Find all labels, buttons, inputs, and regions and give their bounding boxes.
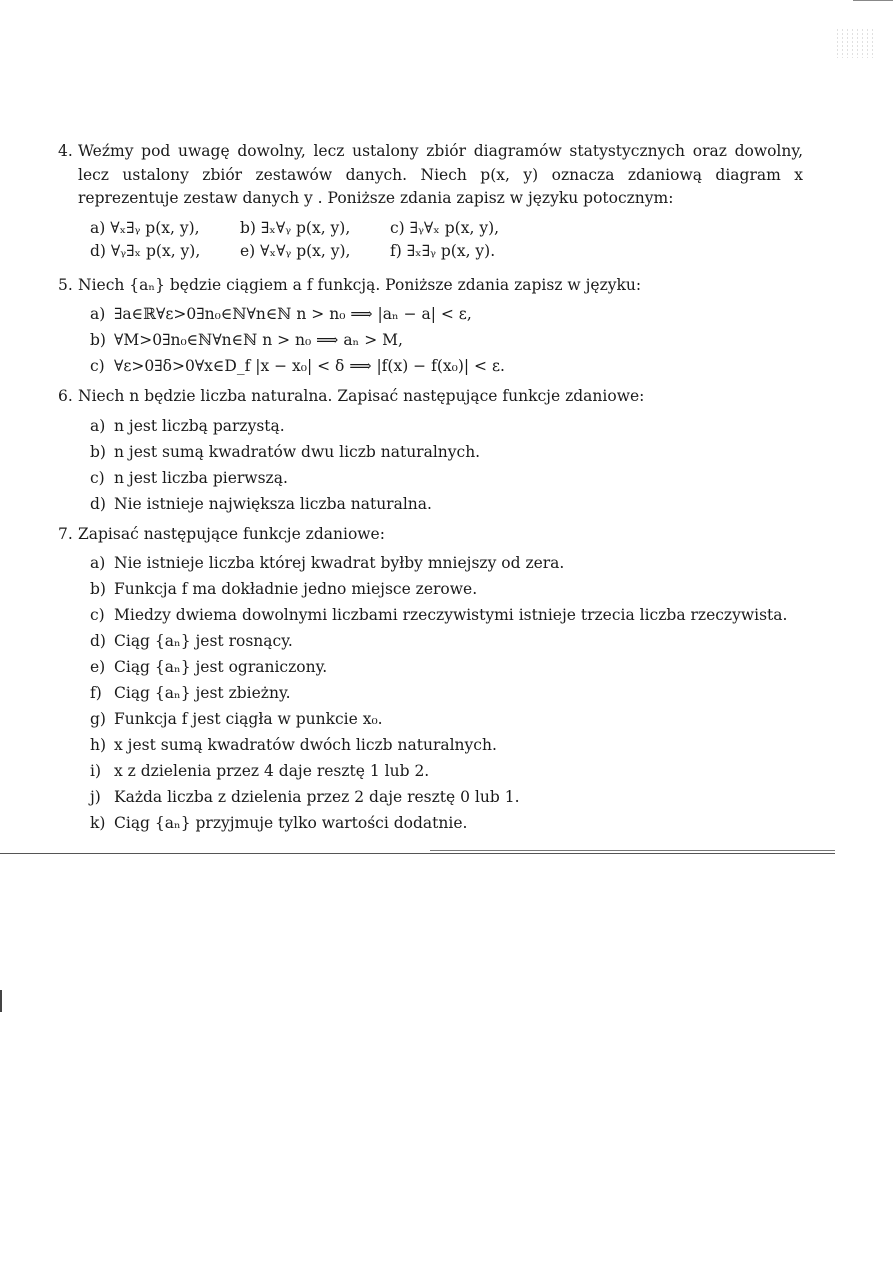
list-item [90,734,803,758]
item-label: f) [90,684,102,702]
list-item [90,303,803,327]
formula-item: f) ∃ₓ∃ᵧ p(x, y). [390,242,496,260]
item-label: i) [90,762,102,780]
item-text: Ciąg {aₙ} jest rosnący. [114,632,293,650]
item-text: ∀ε>0∃δ>0∀x∈D_f |x − x₀| < δ ⟹ |f(x) − f(x₀)| < ε. [114,357,505,375]
item-text: x z dzielenia przez 4 daje resztę 1 lub 2. [114,762,430,780]
formula-grid [90,217,803,264]
item-text: Miedzy dwiema dowolnymi liczbami rzeczywistymi istnieje trzecia liczba rzeczywista. [114,606,788,624]
list-item [90,812,803,836]
item-text: Funkcja f ma dokładnie jedno miejsce zerowe. [114,580,478,598]
list-item [90,760,803,784]
item-label: j) [90,788,101,806]
item-text: x jest sumą kwadratów dwóch liczb naturalnych. [114,736,497,754]
item-text: Każda liczba z dzielenia przez 2 daje resztę 0 lub 1. [114,788,520,806]
formula-item: e) ∀ₓ∀ᵧ p(x, y), [240,242,351,260]
cut-line [430,850,835,851]
item-label: g) [90,710,106,728]
problem-4 [58,140,803,270]
item-text: ∀M>0∃n₀∈ℕ∀n∈ℕ n > n₀ ⟹ aₙ > M, [114,331,403,349]
cut-line [0,853,835,854]
item-text: Ciąg {aₙ} jest zbieżny. [114,684,291,702]
problem-intro: Niech n będzie liczba naturalna. Zapisać następujące funkcje zdaniowe: [78,387,645,405]
problem-intro: Weźmy pod uwagę dowolny, lecz ustalony zbiór diagramów statystycznych oraz dowolny, lecz ustalony zbiór zestawów danych. Niech p(x, y) oznacza zdaniową diagram x reprezentuje zestaw danych y . Poniższe zdania zapisz w języku potocznym: [78,142,803,207]
list-item [90,467,803,491]
scan-edge-line [853,0,893,1]
item-label: b) [90,580,106,598]
item-label: d) [90,494,106,513]
item-text: Ciąg {aₙ} przyjmuje tylko wartości dodatnie. [114,814,468,832]
problem-7 [58,523,803,839]
item-text: Nie istnieje największa liczba naturalna. [114,494,432,513]
problem-number: 5. [58,275,73,294]
scan-noise [835,28,875,58]
problem-number: 4. [58,142,73,160]
list-item [90,552,803,576]
list-item [90,355,803,379]
item-text: Nie istnieje liczba której kwadrat byłby mniejszy od zera. [114,554,565,572]
item-label: b) [90,331,106,349]
list-item [90,604,803,628]
item-label: h) [90,736,107,754]
item-text: n jest liczbą parzystą. [114,416,285,435]
formula-item: c) ∃ᵧ∀ₓ p(x, y), [390,218,500,237]
item-label: b) [90,442,106,461]
item-label: d) [90,632,106,650]
item-label: k) [90,814,106,832]
list-item [90,493,803,517]
exercise-list [58,140,803,842]
list-item [90,329,803,353]
item-text: n jest sumą kwadratów dwu liczb naturalnych. [114,442,481,461]
list-item [90,682,803,706]
scan-edge-mark [0,990,2,1012]
list-item [90,441,803,465]
item-label: c) [90,357,105,375]
formula-item: a) ∀ₓ∃ᵧ p(x, y), [90,218,200,237]
list-item [90,415,803,439]
problem-intro: Niech {aₙ} będzie ciągiem a f funkcją. Poniższe zdania zapisz w języku: [78,275,642,294]
list-item [90,630,803,654]
list-item [90,708,803,732]
item-label: e) [90,658,106,676]
item-label: a) [90,416,106,435]
list-item [90,786,803,810]
list-item [90,578,803,602]
problem-5 [58,274,803,382]
item-label: c) [90,606,105,624]
item-text: n jest liczba pierwszą. [114,468,288,487]
item-label: a) [90,554,106,572]
formula-item: d) ∀ᵧ∃ₓ p(x, y), [90,242,201,260]
item-text: Ciąg {aₙ} jest ograniczony. [114,658,328,676]
problem-number: 7. [58,524,73,543]
list-item [90,656,803,680]
item-text: Funkcja f jest ciągła w punkcie x₀. [114,710,383,728]
item-label: a) [90,305,106,323]
problem-6 [58,385,803,519]
problem-intro: Zapisać następujące funkcje zdaniowe: [78,524,385,543]
item-label: c) [90,468,105,487]
item-text: ∃a∈ℝ∀ε>0∃n₀∈ℕ∀n∈ℕ n > n₀ ⟹ |aₙ − a| < ε, [114,305,472,323]
formula-item: b) ∃ₓ∀ᵧ p(x, y), [240,218,351,237]
problem-number: 6. [58,387,73,405]
